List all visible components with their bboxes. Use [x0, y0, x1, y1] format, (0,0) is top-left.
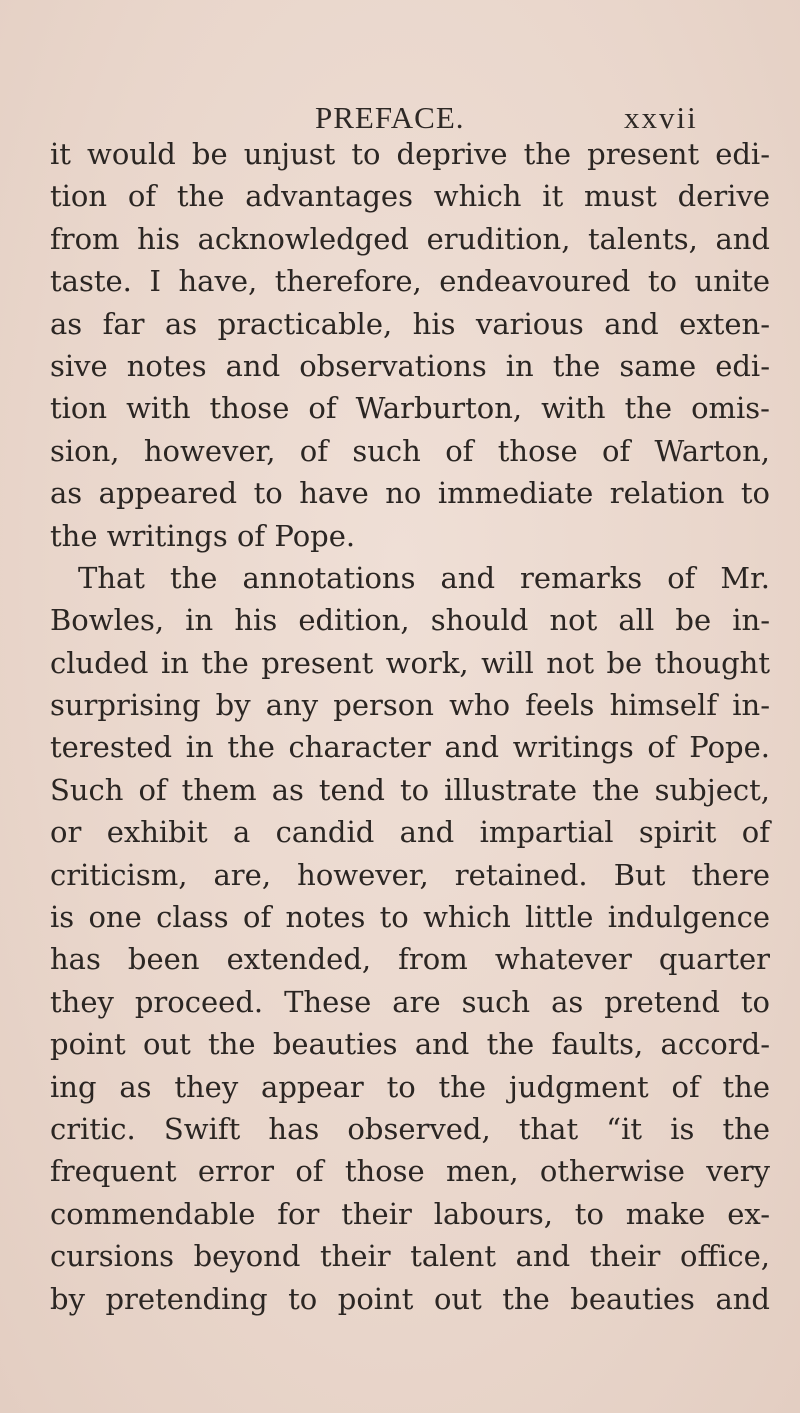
text-line: has been extended, from whatever quarter: [50, 942, 770, 977]
text-line: the writings of Pope.: [50, 518, 356, 553]
text-line: cursions beyond their talent and their office,: [50, 1239, 770, 1274]
text-line: sion, however, of such of those of Warton,: [50, 433, 770, 468]
text-line: critic. Swift has observed, that “it is the: [50, 1111, 770, 1146]
text-line: Such of them as tend to illustrate the subject,: [50, 772, 770, 807]
text-line: frequent error of those men, otherwise very: [50, 1154, 770, 1189]
running-head-title: PREFACE.: [315, 100, 465, 135]
text-line: they proceed. These are such as pretend to: [50, 984, 770, 1019]
page-number: xxvii: [624, 100, 698, 135]
text-line: as appeared to have no immediate relation to: [50, 476, 770, 511]
text-line: tion with those of Warburton, with the omis-: [50, 391, 770, 426]
text-line: as far as practicable, his various and exten-: [50, 306, 770, 341]
text-line: That the annotations and remarks of Mr.: [78, 560, 770, 595]
text-line: criticism, are, however, retained. But there: [50, 857, 770, 892]
text-line: or exhibit a candid and impartial spirit of: [50, 815, 770, 850]
text-line: taste. I have, therefore, endeavoured to unite: [50, 264, 770, 299]
text-line: by pretending to point out the beauties and: [50, 1281, 770, 1316]
text-line: tion of the advantages which it must derive: [50, 179, 770, 214]
text-line: sive notes and observations in the same edi-: [50, 348, 770, 383]
text-line: surprising by any person who feels himself in-: [50, 688, 770, 723]
text-line: commendable for their labours, to make ex-: [50, 1196, 770, 1231]
text-line: cluded in the present work, will not be thought: [50, 645, 770, 680]
text-line: it would be unjust to deprive the present edi-: [50, 137, 770, 171]
text-line: terested in the character and writings of Pope.: [50, 730, 770, 765]
body-text: [50, 133, 770, 1320]
text-line: is one class of notes to which little indulgence: [50, 900, 770, 935]
text-line: Bowles, in his edition, should not all be in-: [50, 603, 770, 638]
text-line: from his acknowledged erudition, talents, and: [50, 221, 770, 256]
text-line: point out the beauties and the faults, accord-: [50, 1027, 770, 1062]
text-line: ing as they appear to the judgment of the: [50, 1069, 770, 1104]
